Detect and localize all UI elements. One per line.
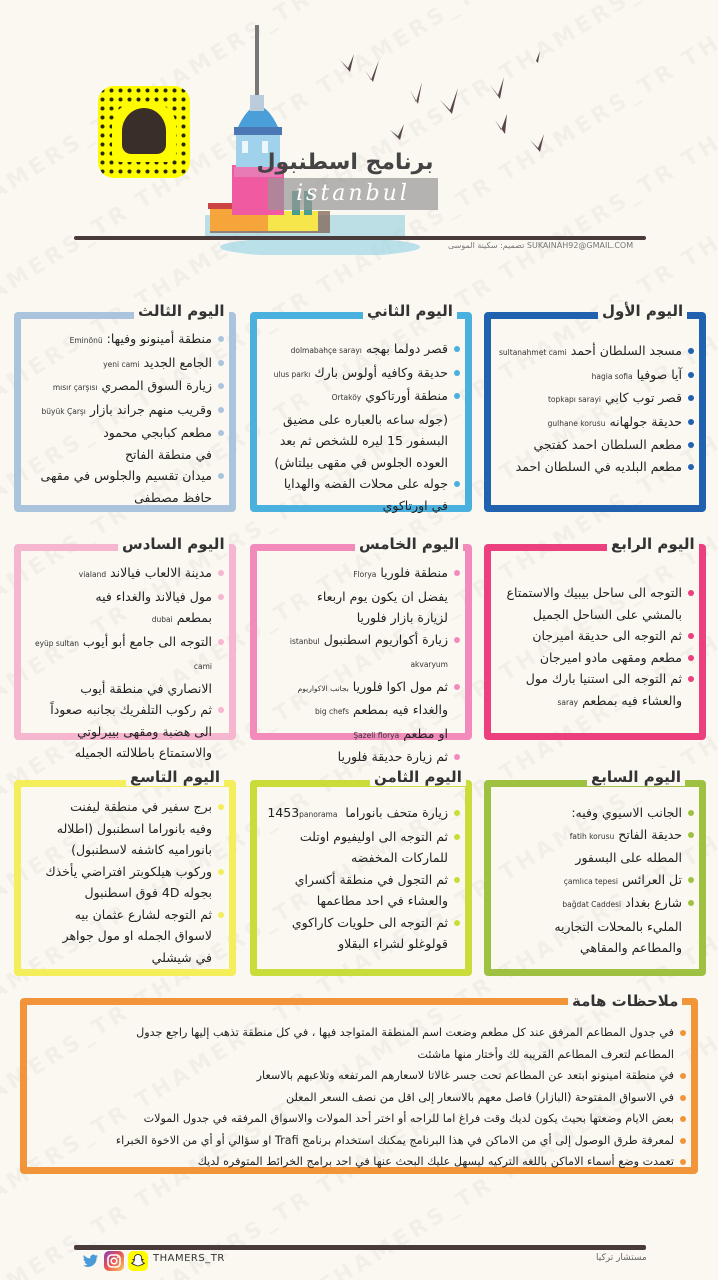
bullet-dot xyxy=(454,570,460,576)
itinerary-item xyxy=(262,890,460,912)
item-text: مطعم كبابجي محمود xyxy=(103,425,212,440)
itinerary-item xyxy=(262,933,460,955)
item-text: ميدان تقسيم والجلوس في مقهى xyxy=(40,468,212,483)
itinerary-item xyxy=(494,668,694,690)
itinerary-item xyxy=(262,338,460,362)
item-text: حافظ مصطفى xyxy=(134,489,212,505)
footer-divider xyxy=(74,1245,646,1250)
bullet-dot xyxy=(218,570,224,576)
day-8-heading: اليوم الثامن xyxy=(370,768,466,786)
item-turkish-name: saray xyxy=(557,697,579,707)
itinerary-item xyxy=(24,882,224,904)
day-1-heading: اليوم الأول xyxy=(598,302,687,320)
item-text: لزيارة بازار فلوريا xyxy=(356,610,448,625)
day-5-items xyxy=(262,562,460,768)
bullet-dot xyxy=(218,336,224,342)
itinerary-item xyxy=(24,352,224,376)
itinerary-item xyxy=(262,629,460,676)
bullet-dot xyxy=(688,900,694,906)
item-text: للماركات المخفضه xyxy=(351,850,448,865)
itinerary-item xyxy=(496,387,694,411)
bullet-dot xyxy=(688,348,694,354)
day-8-items xyxy=(262,802,460,955)
bullet-dot xyxy=(680,1138,686,1144)
item-text: بانوراميه كاشفه لاسطنبول) xyxy=(71,842,212,857)
bullet-dot xyxy=(688,810,694,816)
item-text: زيارة السوق المصري xyxy=(101,378,212,393)
note-item xyxy=(34,1108,686,1130)
itinerary-item xyxy=(496,340,694,364)
itinerary-item xyxy=(262,452,460,474)
note-item xyxy=(34,1065,686,1087)
itinerary-item xyxy=(262,385,460,409)
item-turkish-name: mısır çarşısı xyxy=(52,383,98,392)
itinerary-item xyxy=(494,604,694,626)
note-text: لمعرفة طرق الوصول إلى أي من الاماكن في هذا البرنامج يمكنك استخدام برنامج Trafi او سؤالي أو أي من الاخوة الخبراء xyxy=(115,1133,674,1147)
item-text: مدينة الالعاب فيالاند xyxy=(110,565,212,580)
itinerary-item xyxy=(24,796,224,818)
itinerary-item xyxy=(262,912,460,934)
item-turkish-name: big chefs xyxy=(315,707,350,716)
item-text: حديقة وكافيه أولوس بارك xyxy=(314,364,448,380)
bullet-dot xyxy=(454,637,460,643)
itinerary-item xyxy=(24,607,224,631)
item-text: والاستمتاع باطلالته الجميله xyxy=(74,745,212,760)
item-text: في منطقة الفاتح xyxy=(124,446,212,462)
bullet-dot xyxy=(454,810,460,816)
item-text: جوله على محلات الفضه والهدايا xyxy=(283,476,448,491)
note-item xyxy=(34,1044,686,1066)
item-turkish-name: istanbul akvaryum xyxy=(289,636,448,669)
bullet-dot xyxy=(688,676,694,682)
itinerary-item xyxy=(262,409,460,431)
item-text: ثم التوجه الى اوليفيوم اوتلت xyxy=(299,828,448,844)
bullet-dot xyxy=(680,1095,686,1101)
item-turkish-name: büyük Çarşı xyxy=(41,406,86,416)
item-turkish-name: dubai xyxy=(151,615,173,624)
bullet-dot xyxy=(688,633,694,639)
itinerary-item xyxy=(24,487,224,509)
day-7-heading: اليوم السابع xyxy=(587,768,685,786)
itinerary-item xyxy=(24,925,224,947)
item-text: الجانب الاسيوي وفيه: xyxy=(571,805,682,820)
day-3-heading: اليوم الثالث xyxy=(134,302,229,320)
itinerary-item xyxy=(494,582,694,604)
item-turkish-name: بجانب الاكواريوم xyxy=(297,683,349,693)
day-7-items xyxy=(494,802,694,959)
bullet-dot xyxy=(454,346,460,352)
itinerary-item xyxy=(24,562,224,586)
item-turkish-name: eyüp sultan cami xyxy=(34,638,212,671)
item-text: منطقة فلوريا xyxy=(380,565,448,580)
item-text: (جوله ساعه بالعباره على مضيق xyxy=(283,411,448,427)
item-text: التوجه الى جامع أبو أيوب xyxy=(82,633,212,649)
item-turkish-name: Ortaköy xyxy=(331,393,362,402)
item-text: او مطعم xyxy=(403,725,448,741)
item-text: ثم مول اكوا فلوريا xyxy=(352,678,448,694)
item-text: البسفور 15 ليره للشخص ثم بعد xyxy=(279,433,448,448)
note-item xyxy=(34,1130,686,1152)
itinerary-item xyxy=(494,916,694,938)
itinerary-item xyxy=(24,465,224,487)
itinerary-item xyxy=(494,847,694,869)
item-text: مول فيالاند والغداء فيه xyxy=(95,588,212,604)
item-text: ثم التوجه لشارع عثمان بيه xyxy=(74,906,212,922)
item-turkish-name: Florya xyxy=(353,570,377,579)
itinerary-item xyxy=(494,647,694,669)
item-text: منطقة أورتاكوي xyxy=(365,388,448,403)
note-text: في جدول المطاعم المرفق عند كل مطعم وضعت اسم المنطقة المتواجد فيها ، في كل منطقة تذهب إليها راجع جدول xyxy=(136,1026,674,1039)
item-turkish-name: hagia sofia xyxy=(591,371,633,381)
item-text: المطله على البسفور xyxy=(575,850,682,865)
item-turkish-name: sultanahmet cami xyxy=(499,348,567,357)
item-text: والغداء فيه بمطعم xyxy=(353,702,448,717)
itinerary-item xyxy=(494,625,694,647)
note-text: بعض الايام وضعتها بحيث يكون لديك وقت فراغ اما للراحه أو اختر أحد المولات والاسواق المرفقه في جدول المولات xyxy=(143,1112,674,1125)
itinerary-item xyxy=(24,861,224,883)
bullet-dot xyxy=(688,877,694,883)
header xyxy=(0,0,718,270)
day-4-items xyxy=(494,582,694,713)
item-turkish-name: Şazeli florya xyxy=(353,730,400,740)
item-text: منطقة أمينونو وفيها: xyxy=(106,331,212,346)
itinerary-item xyxy=(24,375,224,399)
day-9-items xyxy=(24,796,224,968)
bullet-dot xyxy=(688,442,694,448)
itinerary-item xyxy=(262,826,460,848)
bullet-dot xyxy=(454,684,460,690)
item-text: قصر دولما بهجه xyxy=(365,341,448,356)
item-turkish-name: vialand xyxy=(78,570,107,579)
bullet-dot xyxy=(454,754,460,760)
bullet-dot xyxy=(454,920,460,926)
bullet-dot xyxy=(218,383,224,389)
bullet-dot xyxy=(680,1030,686,1036)
header-divider xyxy=(74,236,646,240)
itinerary-item xyxy=(24,444,224,466)
bullet-dot xyxy=(688,372,694,378)
item-text: قولوغلو لشراء البقلاو xyxy=(338,936,448,951)
item-text: زيارة أكواريوم اسطنبول xyxy=(323,631,448,647)
bullet-dot xyxy=(688,464,694,470)
note-text: في الاسواق المفتوحة (البازار) فاصل معهم بالاسعار إلى اقل من نصف السعر المعلن xyxy=(286,1090,674,1104)
bullet-dot xyxy=(454,834,460,840)
twitter-icon[interactable] xyxy=(80,1251,100,1271)
note-text: المطاعم لتعرف المطاعم القريبه لك وأختار منها ماشئت xyxy=(417,1047,674,1061)
item-turkish-name: topkapı sarayi xyxy=(547,395,601,404)
instagram-icon[interactable] xyxy=(104,1251,124,1271)
item-text: شارع بغداد xyxy=(625,895,682,910)
bullet-dot xyxy=(454,877,460,883)
item-turkish-name: çamlıca tepesi xyxy=(563,876,618,886)
item-text: بمطعم xyxy=(176,610,212,625)
page-title: برنامج اسطنبول xyxy=(256,150,434,175)
bullet-dot xyxy=(454,370,460,376)
day-2-items xyxy=(262,338,460,516)
bullet-dot xyxy=(218,869,224,875)
bullet-dot xyxy=(688,590,694,596)
item-turkish-name: panorama xyxy=(299,810,338,819)
design-credit: تصميم: سكينة الموسى SUKAINAH92@GMAIL.COM xyxy=(448,241,634,250)
item-text: برج سفير في منطقة ليفنت xyxy=(70,799,212,814)
itinerary-item xyxy=(24,839,224,861)
item-text: المليء بالمحلات التجاريه xyxy=(554,918,682,934)
bullet-dot xyxy=(680,1073,686,1079)
item-text: تل العرائس xyxy=(621,871,682,887)
note-text: تعمدت وضع أسماء الاماكن باللغه التركيه ليسهل عليك البحث عنها في احد برامج الخرائط المتوفره لديك xyxy=(197,1155,674,1168)
itinerary-item xyxy=(494,690,694,714)
item-text: ثم ركوب التلفريك بجانبه صعوداً xyxy=(50,702,212,717)
item-text: حديقة جولهانه xyxy=(609,413,682,429)
notes-list xyxy=(34,1022,686,1173)
notes-heading: ملاحظات هامة xyxy=(568,992,682,1010)
day-6-items xyxy=(24,562,224,764)
item-text: والمطاعم والمقاهي xyxy=(579,940,682,955)
day-1-items xyxy=(496,340,694,477)
itinerary-item xyxy=(24,721,224,743)
item-text: لاسواق الجمله او مول جواهر xyxy=(62,928,212,943)
item-turkish-name: gulhane korusu xyxy=(547,418,606,428)
item-turkish-name: Eminönü xyxy=(69,336,103,345)
item-text: مطعم ومقهى مادو اميرجان xyxy=(539,649,682,665)
item-turkish-name: yeni cami xyxy=(103,359,140,369)
day-2-heading: اليوم الثاني xyxy=(363,302,457,320)
page-subtitle: istanbul xyxy=(268,178,438,210)
bullet-dot xyxy=(218,360,224,366)
item-text: والعشاء فيه بمطعم xyxy=(582,692,682,708)
day-6-heading: اليوم السادس xyxy=(118,535,229,553)
item-text: ثم التوجه الى حلويات كاراكوي xyxy=(291,914,448,930)
bullet-dot xyxy=(680,1116,686,1122)
item-text: الجامع الجديد xyxy=(143,354,212,370)
item-text: بالمشي على الساحل الجميل xyxy=(532,606,682,622)
note-text: في منطقة امينونو ابتعد عن المطاعم تحت جسر غالاتا لاسعارهم المرتفعه وتلاعبهم بالاسعار xyxy=(256,1069,674,1082)
item-text: الى هضبة ومقهى بييرلوتي xyxy=(77,723,212,739)
bullet-dot xyxy=(218,804,224,810)
itinerary-item xyxy=(262,473,460,495)
bullet-dot xyxy=(454,393,460,399)
item-text: حديقة الفاتح xyxy=(618,826,682,842)
itinerary-item xyxy=(496,456,694,478)
itinerary-item xyxy=(262,362,460,386)
item-text: مطعم البلديه في السلطان احمد xyxy=(515,458,682,474)
itinerary-item xyxy=(24,399,224,423)
bullet-dot xyxy=(688,395,694,401)
itinerary-item xyxy=(262,699,460,723)
itinerary-item xyxy=(262,746,460,768)
bullet-dot xyxy=(218,407,224,413)
footer-advisor: مستشار تركيا xyxy=(596,1253,647,1263)
footer-handle: THAMERS_TR xyxy=(153,1253,225,1264)
itinerary-item xyxy=(24,328,224,352)
item-turkish-name: bağdat Caddesi xyxy=(562,900,622,909)
item-text: الانصاري في منطقة أيوب xyxy=(80,680,212,696)
item-text: وفيه بانوراما اسطنبول (اطلاله xyxy=(56,820,212,836)
item-text: العوده الجلوس في مقهى بيلتاش) xyxy=(274,454,448,470)
bullet-dot xyxy=(218,639,224,645)
item-text: ثم التوجه الى استنيا بارك مول xyxy=(525,671,682,686)
itinerary-item xyxy=(262,607,460,629)
bullet-dot xyxy=(454,481,460,487)
item-text: بجوله 4D فوق اسطنبول xyxy=(84,885,212,900)
item-text: آيا صوفيا xyxy=(636,366,682,382)
itinerary-item xyxy=(262,495,460,517)
itinerary-item xyxy=(262,869,460,891)
itinerary-item xyxy=(24,631,224,678)
item-text: وركوب هيلكوبتر افتراضي يأخذك xyxy=(45,863,212,879)
snapchat-icon[interactable] xyxy=(128,1251,148,1271)
itinerary-item xyxy=(262,802,460,826)
note-item xyxy=(34,1087,686,1109)
itinerary-item xyxy=(262,586,460,608)
item-turkish-name: fatih korusu xyxy=(569,831,615,841)
itinerary-item xyxy=(24,742,224,764)
bullet-dot xyxy=(218,707,224,713)
bullet-dot xyxy=(218,594,224,600)
item-text: وقريب منهم جراند بازار xyxy=(89,401,212,417)
item-text: ثم التجول في منطقة أكسراي xyxy=(294,871,448,887)
item-text: قصر توب كابي xyxy=(604,390,682,405)
item-turkish-name: dolmabahçe sarayı xyxy=(290,346,362,355)
itinerary-item xyxy=(24,904,224,926)
item-text: ثم زيارة حديقة فلوريا xyxy=(337,749,448,764)
bullet-dot xyxy=(688,832,694,838)
itinerary-item xyxy=(496,434,694,456)
itinerary-item xyxy=(262,430,460,452)
item-turkish-name: ulus parkı xyxy=(273,369,311,379)
day-3-items xyxy=(24,328,224,508)
item-text: التوجه الى ساحل بيبيك والاستمتاع xyxy=(506,585,682,600)
itinerary-item xyxy=(494,937,694,959)
itinerary-item xyxy=(262,723,460,747)
day-9-heading: اليوم التاسع xyxy=(126,768,224,786)
itinerary-item xyxy=(24,699,224,721)
day-5-heading: اليوم الخامس xyxy=(355,535,463,553)
itinerary-item xyxy=(262,562,460,586)
itinerary-item xyxy=(262,847,460,869)
itinerary-item xyxy=(24,586,224,608)
item-text: يفضل ان يكون يوم اربعاء xyxy=(316,588,448,604)
note-item xyxy=(34,1022,686,1044)
itinerary-item xyxy=(262,676,460,700)
itinerary-item xyxy=(24,422,224,444)
itinerary-item xyxy=(494,869,694,893)
item-text: ثم التوجه الى حديقة اميرجان xyxy=(532,628,682,643)
item-text: زيارة متحف بانوراما 1453 xyxy=(267,805,448,820)
bullet-dot xyxy=(688,419,694,425)
itinerary-item xyxy=(24,947,224,969)
itinerary-item xyxy=(494,892,694,916)
itinerary-item xyxy=(494,824,694,848)
item-text: مسجد السلطان أحمد xyxy=(570,343,682,358)
bullet-dot xyxy=(218,430,224,436)
itinerary-item xyxy=(494,802,694,824)
bullet-dot xyxy=(680,1159,686,1165)
item-text: مطعم السلطان احمد كفتجي xyxy=(533,437,682,452)
itinerary-item xyxy=(496,364,694,388)
note-item xyxy=(34,1151,686,1173)
day-4-heading: اليوم الرابع xyxy=(607,535,699,553)
bullet-dot xyxy=(218,912,224,918)
item-text: والعشاء في احد مطاعمها xyxy=(316,893,448,908)
snapcode xyxy=(98,86,190,178)
item-text: في شيشلي xyxy=(151,949,212,965)
itinerary-item xyxy=(24,818,224,840)
bullet-dot xyxy=(218,473,224,479)
itinerary-item xyxy=(496,411,694,435)
bullet-dot xyxy=(688,655,694,661)
item-text: في اورتاكوي xyxy=(382,497,448,513)
itinerary-item xyxy=(24,678,224,700)
